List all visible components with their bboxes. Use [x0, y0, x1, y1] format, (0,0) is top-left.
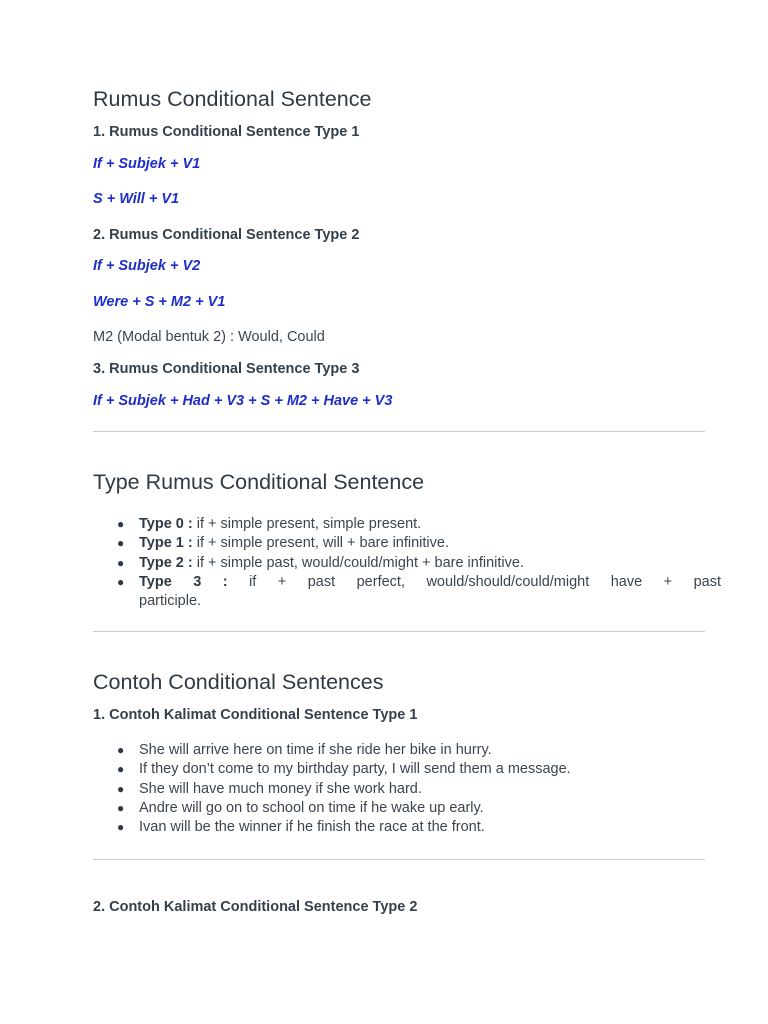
bullet-icon: ● — [117, 820, 125, 835]
bullet-icon: ● — [117, 555, 125, 570]
bullet-icon: ● — [117, 536, 125, 551]
heading-rumus-type-3: 3. Rumus Conditional Sentence Type 3 — [93, 361, 360, 377]
example-sentence: Ivan will be the winner if he finish the race at the front. — [139, 819, 485, 836]
formula-type-2-if-clause: If + Subjek + V2 — [93, 258, 201, 274]
heading-contoh-type-1: 1. Contoh Kalimat Conditional Sentence Type 1 — [93, 707, 418, 723]
heading-contoh-type-2: 2. Contoh Kalimat Conditional Sentence Type 2 — [93, 899, 418, 915]
type-label: Type 2 : — [139, 554, 193, 571]
list-item — [117, 760, 721, 779]
divider-2 — [93, 631, 705, 632]
list-item — [117, 573, 721, 612]
type-label: Type 0 : — [139, 516, 193, 532]
list-item — [117, 515, 721, 534]
heading-rumus-type-2: 2. Rumus Conditional Sentence Type 2 — [93, 227, 360, 243]
type-description: if + simple present, will + bare infinitive. — [192, 535, 449, 552]
bullet-icon: ● — [117, 781, 125, 796]
list-item — [117, 780, 721, 799]
list-item — [117, 741, 721, 760]
example-sentence: She will arrive here on time if she ride her bike in hurry. — [139, 742, 492, 758]
example-sentence: She will have much money if she work hard. — [139, 780, 422, 797]
formula-type-1-main-clause: S + Will + V1 — [93, 191, 180, 207]
bullet-icon: ● — [117, 574, 125, 589]
type-description: if + past perfect, would/should/could/might have + past participle. — [139, 573, 721, 610]
heading-rumus-type-1: 1. Rumus Conditional Sentence Type 1 — [93, 124, 360, 140]
bullet-icon: ● — [117, 762, 125, 777]
bullet-icon: ● — [117, 800, 125, 815]
type-label: Type 1 : — [139, 535, 193, 552]
bullet-icon: ● — [117, 743, 125, 757]
formula-type-1-if-clause: If + Subjek + V1 — [93, 156, 201, 172]
example-sentence: If they don’t come to my birthday party, I will send them a message. — [139, 761, 571, 778]
type-description: if + simple present, simple present. — [192, 516, 422, 532]
bullet-icon: ● — [117, 517, 125, 531]
formula-type-3: If + Subjek + Had + V3 + S + M2 + Have + V3 — [93, 393, 393, 409]
list-item — [117, 554, 721, 573]
type-description: if + simple past, would/could/might + bare infinitive. — [192, 554, 524, 571]
section-title-type-rumus: Type Rumus Conditional Sentence — [93, 470, 425, 494]
modal-note: M2 (Modal bentuk 2) : Would, Could — [93, 329, 325, 345]
list-item — [117, 534, 721, 553]
type-list — [93, 515, 721, 611]
section-title-contoh: Contoh Conditional Sentences — [93, 670, 384, 694]
example-list — [93, 741, 721, 837]
list-item — [117, 818, 721, 837]
list-item — [117, 799, 721, 818]
formula-type-2-main-clause: Were + S + M2 + V1 — [93, 294, 226, 310]
type-label: Type 3 : — [139, 573, 228, 590]
divider-3 — [93, 859, 705, 860]
example-sentence: Andre will go on to school on time if he wake up early. — [139, 799, 484, 816]
divider-1 — [93, 431, 705, 432]
section-title-rumus: Rumus Conditional Sentence — [93, 87, 372, 111]
